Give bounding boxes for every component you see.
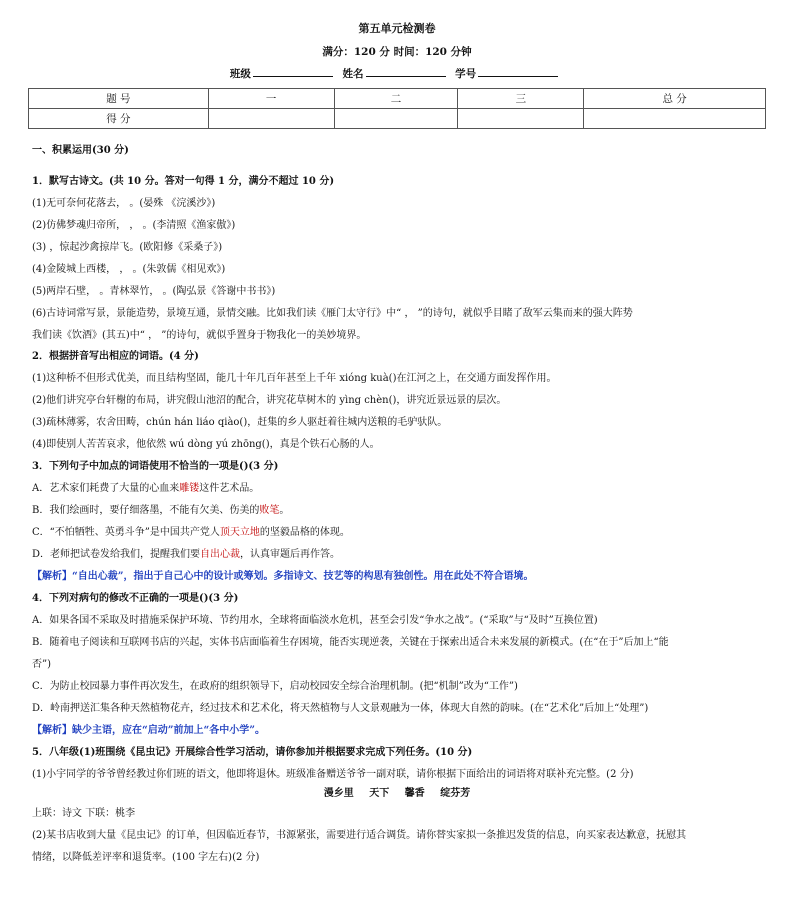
table-cell: 题 号 [29,89,209,109]
analysis-note: 【解析】“自出心裁”，指出于自己心中的设计或筹划。多指诗文、技艺等的构思有独创性。用在此处不符合语境。 [32,571,534,582]
score-cell[interactable] [334,109,458,129]
section-heading: 一、积累运用(30 分) [32,145,129,156]
exam-meta: 满分：120 分 时间：120 分钟 [322,46,472,58]
question-line: (1)这种桥不但形式优美，而且结构坚固，能几十年几百年甚至上千年 xióng kuà()在江河之上，在交通方面发挥作用。 [32,373,557,384]
name-label: 姓名 [342,68,364,80]
option-text: ，认真审题后再作答。 [240,549,341,560]
option-c: C．为防止校园暴力事件再次发生，在政府的组织领导下，启动校园安全综合治理机制。(把“机制”改为“工作”) [32,681,518,692]
score-cell[interactable] [584,109,766,129]
option-text: A．艺术家们耗费了大量的心血来 [32,483,180,494]
id-label: 学号 [455,68,477,80]
option-a [32,481,768,497]
question-line: 情绪，以降低差评率和退货率。(100 字左右)(2 分) [32,852,260,863]
table-cell: 一 [208,89,334,109]
option-b: B．随着电子阅读和互联网书店的兴起，实体书店面临着生存困境，能否实现逆袭，关键在于探索出适合未来发展的新模式。(在“在于”后加上“能 [32,637,669,648]
student-info-row [0,66,794,81]
question-line: (2)某书店收到大量《昆虫记》的订单，但因临近春节，书源紧张，需要进行适合调货。请你替实家拟一条推迟发货的信息，向买家表达歉意，抚慰其 [32,830,687,841]
name-field[interactable] [366,66,446,77]
table-cell: 三 [458,89,584,109]
marked-word: 败笔 [259,505,280,516]
word-item: 天下 [369,788,390,799]
question-stem: 1．默写古诗文。(共 10 分。答对一句得 1 分，满分不超过 10 分) [32,176,335,187]
option-c [32,525,768,541]
question-line: 我们读《饮酒》(其五)中“ ， ”的诗句，就似乎置身于物我化一的美妙境界。 [32,330,367,341]
class-field[interactable] [253,66,333,77]
question-line: (4)即使别人苦苦哀求，他依然 wú dòng yú zhōng()，真是个铁石心肠的人。 [32,439,380,450]
question-line: (2)仿佛梦魂归帝所， ， 。(李清照《渔家傲》) [32,220,236,231]
couplet-line: 上联：诗文 下联：桃李 [32,808,136,819]
question-stem: 4．下列对病句的修改不正确的一项是()(3 分) [32,593,239,604]
question-stem: 5．八年级(1)班围绕《昆虫记》开展综合性学习活动，请你参加并根据要求完成下列任务。(10 分) [32,747,473,758]
option-text: D．老师把试卷发给我们，提醒我们要 [32,549,201,560]
option-text: 的坚毅品格的体现。 [259,527,350,538]
table-cell: 二 [334,89,458,109]
word-item: 绽芬芳 [440,788,471,799]
option-b [32,503,768,519]
table-row [29,89,766,109]
question-stem: 3．下列句子中加点的词语使用不恰当的一项是()(3 分) [32,461,279,472]
question-line: (4)金陵城上西楼， ， 。(朱敦儒《相见欢》) [32,264,226,275]
page-title: 第五单元检测卷 [358,22,436,35]
id-field[interactable] [478,66,558,77]
question-line: (6)古诗词常写景，景能造势，景境互通，景情交融。比如我们读《雁门太守行》中“ ， ”的诗句，就似乎目睹了敌军云集而来的强大阵势 [32,308,633,319]
option-text: C．“不怕牺牲、英勇斗争”是中国共产党人 [32,527,220,538]
marked-word: 顶天立地 [219,527,260,538]
word-item: 馨香 [404,788,425,799]
option-a: A．如果各国不采取及时措施采保护环境、节约用水，全球将面临淡水危机，甚至会引发“争水之战”。(“采取”与“及时”互换位置) [32,615,598,626]
option-text: 。 [279,505,290,516]
option-d [32,547,768,563]
question-line: (1)无可奈何花落去， 。(晏殊 《浣溪沙》) [32,198,216,209]
table-row [29,109,766,129]
question-line: (2)他们讲究亭台轩榭的布局，讲究假山池沼的配合，讲究花草树木的 yìng chèn()，讲究近景远景的层次。 [32,395,507,406]
question-line: (1)小宇同学的爷爷曾经教过你们班的语文，他即将退休。班级准备赠送爷爷一副对联，请你根据下面给出的词语将对联补充完整。(2 分) [32,769,634,780]
class-label: 班级 [229,68,251,80]
table-cell: 得 分 [29,109,209,129]
marked-word: 雕镂 [179,483,200,494]
question-line: (3)疏林薄雾，农舍田畴，chún hán liáo qiào()，赶集的乡人驱赶着往城内送粮的毛驴驮队。 [32,417,448,428]
score-cell[interactable] [208,109,334,129]
word-bank [0,784,794,799]
table-cell: 总 分 [584,89,766,109]
option-d: D．岭南押送汇集各种天然植物花卉，经过技术和艺术化，将天然植物与人文景观融为一体，体现大自然的韵味。(在“艺术化”后加上“处理”) [32,703,649,714]
option-b-cont: 否”) [32,659,52,670]
option-text: 这件艺术品。 [199,483,260,494]
word-item: 漫乡里 [323,788,354,799]
question-stem: 2．根据拼音写出相应的词语。(4 分) [32,351,199,362]
question-line: (3) ，惊起沙禽掠岸飞。(欧阳修《采桑子》) [32,242,223,253]
score-cell[interactable] [458,109,584,129]
marked-word: 自出心裁 [200,549,241,560]
score-table [28,88,766,129]
question-line: (5)两岸石壁， 。青林翠竹， 。(陶弘景《答谢中书书》) [32,286,276,297]
analysis-note: 【解析】缺少主语，应在“启动”前加上“各中小学”。 [32,725,266,736]
option-text: B．我们绘画时，要仔细落墨，不能有欠美、伤美的 [32,505,260,516]
